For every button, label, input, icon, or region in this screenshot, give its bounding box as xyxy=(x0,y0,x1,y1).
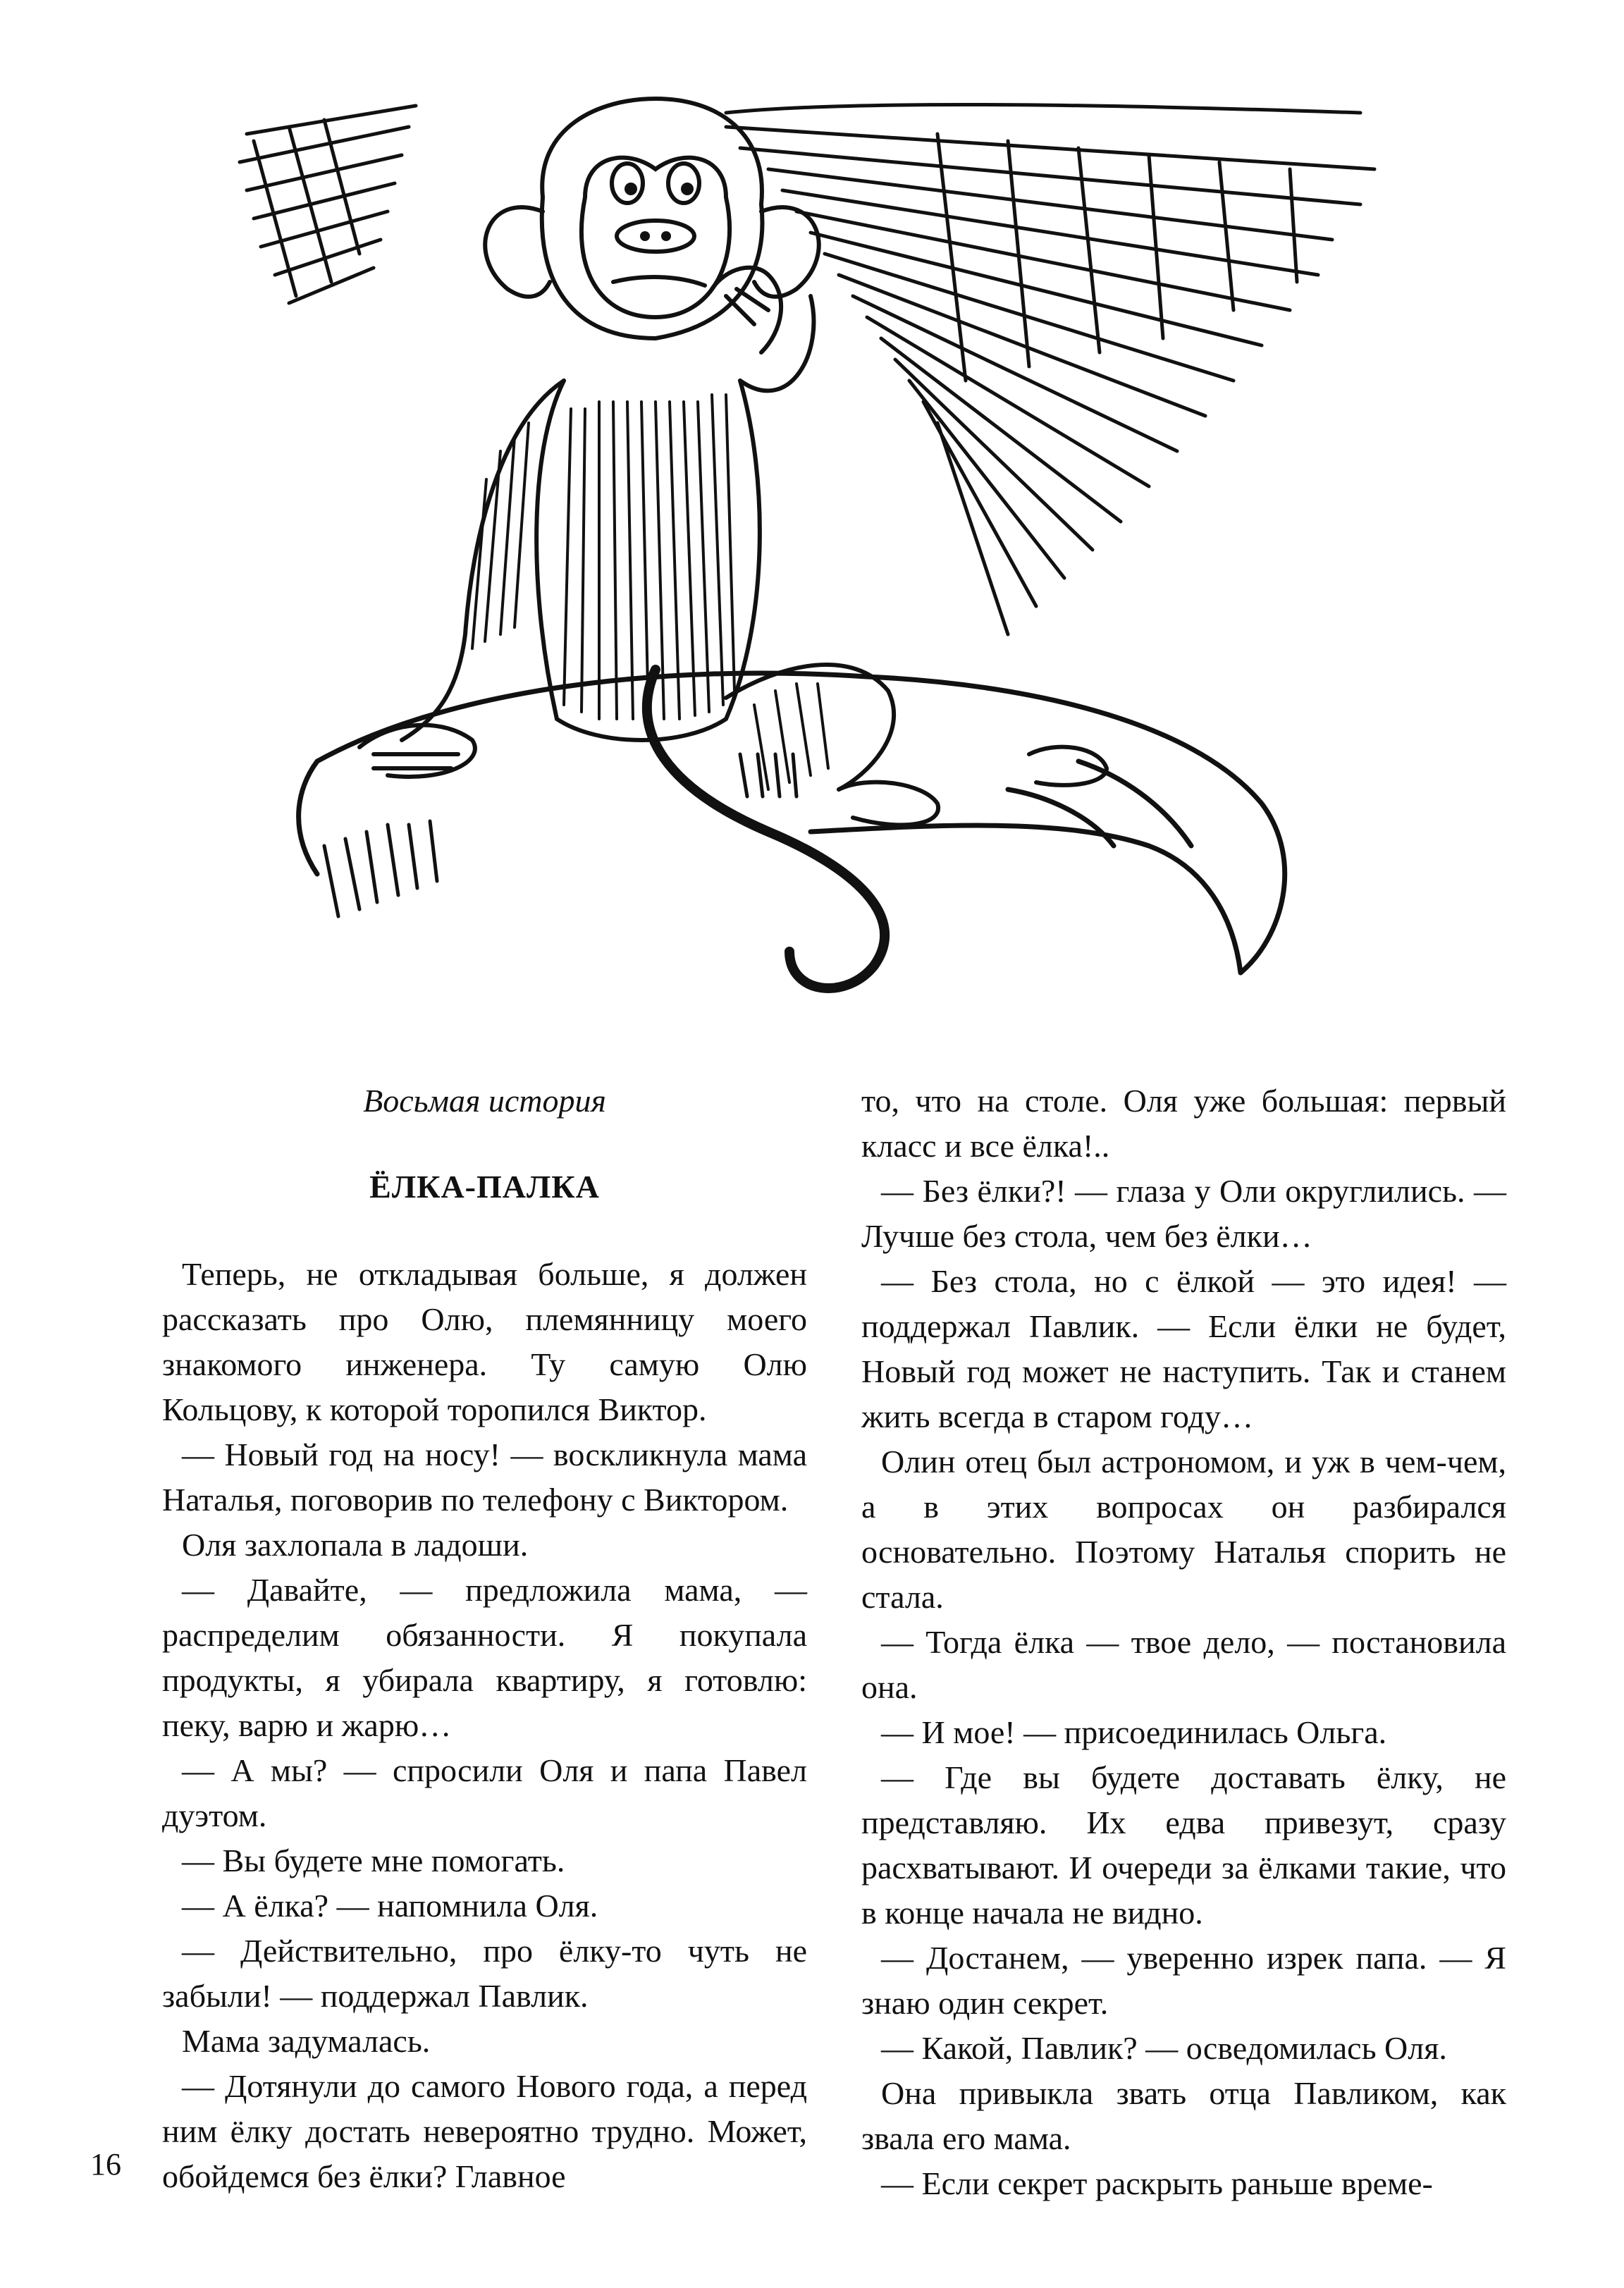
paragraph: — Достанем, — уверенно изрек папа. — Я знаю один секрет. xyxy=(861,1940,1506,2021)
paragraph: — Без ёлки?! — глаза у Оли округлились. — Лучше без стола, чем без ёлки… xyxy=(861,1173,1506,1254)
paragraph: Олин отец был астрономом, и уж в чем-чем, а в этих вопросах он разбирался основательно. Поэтому Наталья спорить не стала. xyxy=(861,1444,1506,1615)
paragraph: Она привыкла звать отца Павликом, как звала его мама. xyxy=(861,2075,1506,2156)
text-column-right xyxy=(861,1078,1506,2206)
paragraph: — А ёлка? — напомнила Оля. xyxy=(182,1888,598,1924)
paragraph: — Тогда ёлка — твое дело, — постановила она. xyxy=(861,1624,1506,1705)
branch xyxy=(299,673,1285,973)
paragraph: — Дотянули до самого Нового года, а перед ним ёлку достать невероятно трудно. Может, обойдемся без ёлки? Главное xyxy=(162,2068,807,2194)
paragraph: — Новый год на носу! — воскликнула мама Наталья, поговорив по телефону с Виктором. xyxy=(162,1437,807,1518)
monkey-eyes xyxy=(625,183,694,241)
story-subtitle: Восьмая история xyxy=(363,1083,606,1119)
story-title: ЁЛКА-ПАЛКА xyxy=(369,1169,600,1205)
page-number: 16 xyxy=(90,2147,121,2182)
monkey-on-branch-icon xyxy=(233,85,1431,1022)
paragraph: Оля захлопала в ладоши. xyxy=(182,1527,529,1563)
paragraph: Мама задумалась. xyxy=(182,2023,431,2059)
paragraph: — Если секрет раскрыть раньше време- xyxy=(881,2165,1433,2201)
paragraph: — Действительно, про ёлку-то чуть не забыли! — поддержал Павлик. xyxy=(162,1933,807,2014)
paragraph: — А мы? — спросили Оля и папа Павел дуэтом. xyxy=(162,1752,807,1833)
monkey-head xyxy=(485,99,818,338)
paragraph: — И мое! — присоединилась Ольга. xyxy=(881,1714,1387,1750)
paragraph: — Давайте, — предложила мама, — распределим обязанности. Я покупала продукты, я убирала квартиру, я готовлю: пеку, варю и жарю… xyxy=(162,1572,807,1743)
paragraph: — Какой, Павлик? — осведомилась Оля. xyxy=(881,2030,1447,2066)
right-paragraphs xyxy=(861,1078,1506,2206)
branch-hatching xyxy=(324,754,796,916)
paragraph: — Без стола, но с ёлкой — это идея! — поддержал Павлик. — Если ёлки не будет, Новый год может не наступить. Так и станем жить всегда в старом году… xyxy=(861,1263,1506,1434)
paragraph: то, что на столе. Оля уже большая: первый класс и все ёлка!.. xyxy=(861,1083,1506,1164)
paragraph: — Вы будете мне помогать. xyxy=(182,1843,565,1878)
paragraph: Теперь, не откладывая больше, я должен рассказать про Олю, племянницу моего знакомого инженера. Ту самую Олю Кольцову, к которой торопился Виктор. xyxy=(162,1256,807,1427)
hatching-right xyxy=(726,104,1374,634)
paragraph: — Где вы будете доставать ёлку, не представляю. Их едва привезут, сразу расхватывают. И очереди за ёлками такие, что в конце начала не видно. xyxy=(861,1759,1506,1931)
left-paragraphs xyxy=(162,1252,807,2199)
text-column-left xyxy=(162,1078,807,2199)
hatching-left xyxy=(240,106,416,303)
